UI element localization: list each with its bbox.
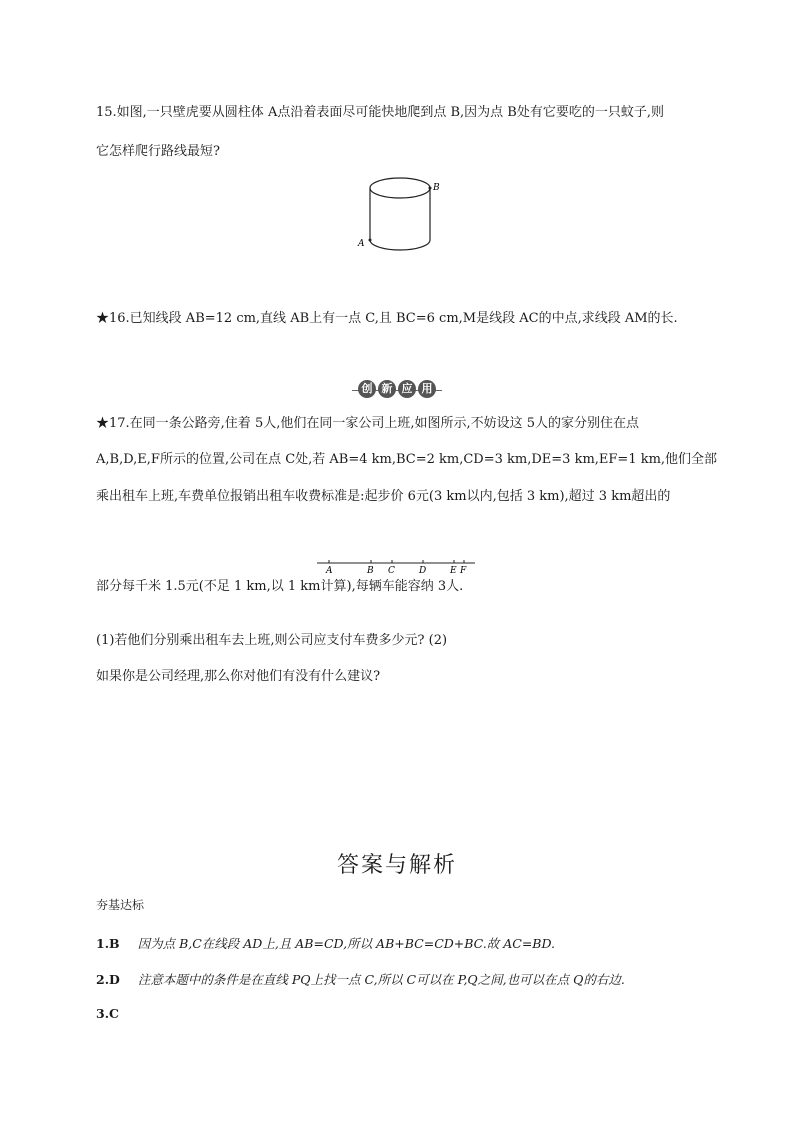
badge-char-4: 用 [418,380,436,398]
badge-char-2: 新 [378,380,396,398]
answers-title: 答案与解析 [336,853,457,878]
q15-line1: 15.如图,一只壁虎要从圆柱体 A点沿着表面尽可能快地爬到点 B,因为点 B处有它要吃的一只蚊子,则 [96,105,664,120]
point-b-marker [429,187,432,190]
label-c: C [388,566,395,576]
label-f: F [460,566,467,576]
innovation-badge [352,380,442,402]
answer-1-exp: 因为点 B,C在线段 AD上,且 AB=CD,所以 AB+BC=CD+BC.故 AC=BD. [137,936,556,951]
answer-1-no: 1.B [96,936,120,951]
cylinder-figure [355,170,445,260]
cylinder-top [370,178,430,198]
badge-char-1: 创 [358,380,376,398]
answer-3 [96,1006,119,1021]
q16-text: ★16.已知线段 AB=12 cm,直线 AB上有一点 C,且 BC=6 cm,M是线段 AC的中点,求线段 AM的长. [96,311,678,326]
answer-1 [96,934,555,952]
cylinder-label-b: B [433,183,440,193]
label-e: E [450,566,457,576]
answer-3-no: 3.C [96,1006,119,1021]
q15-line2: 它怎样爬行路线最短? [96,144,220,159]
q17-sub2: 如果你是公司经理,那么你对他们有没有什么建议? [96,669,381,684]
answer-2-exp: 注意本题中的条件是在直线 PQ上找一点 C,所以 C可以在 P,Q之间,也可以在点 Q的右边. [137,972,625,987]
q17-line4: 部分每千米 1.5元(不足 1 km,以 1 km计算),每辆车能容纳 3人. [96,579,464,594]
answers-section: 夯基达标 [96,898,145,912]
badge-char-3: 应 [398,380,416,398]
label-d: D [419,566,427,576]
label-b: B [367,566,374,576]
answer-2-no: 2.D [96,972,120,987]
cylinder-bottom [370,240,430,250]
answer-2 [96,970,625,988]
q17-line2: A,B,D,E,F所示的位置,公司在点 C处,若 AB=4 km,BC=2 km,CD=3 km,DE=3 km,EF=1 km,他们全部 [96,452,718,467]
label-a: A [326,566,333,576]
cylinder-label-a: A [358,239,365,249]
q17-line1: ★17.在同一条公路旁,住着 5人,他们在同一家公司上班,如图所示,不妨设这 5人的家分别住在点 [96,416,640,431]
road-diagram [315,556,480,578]
q17-line3: 乘出租车上班,车费单位报销出租车收费标准是:起步价 6元(3 km以内,包括 3 km),超过 3 km超出的 [96,489,671,504]
q17-sub1: (1)若他们分别乘出租车去上班,则公司应支付车费多少元? (2) [96,633,448,648]
point-a-marker [369,239,372,242]
